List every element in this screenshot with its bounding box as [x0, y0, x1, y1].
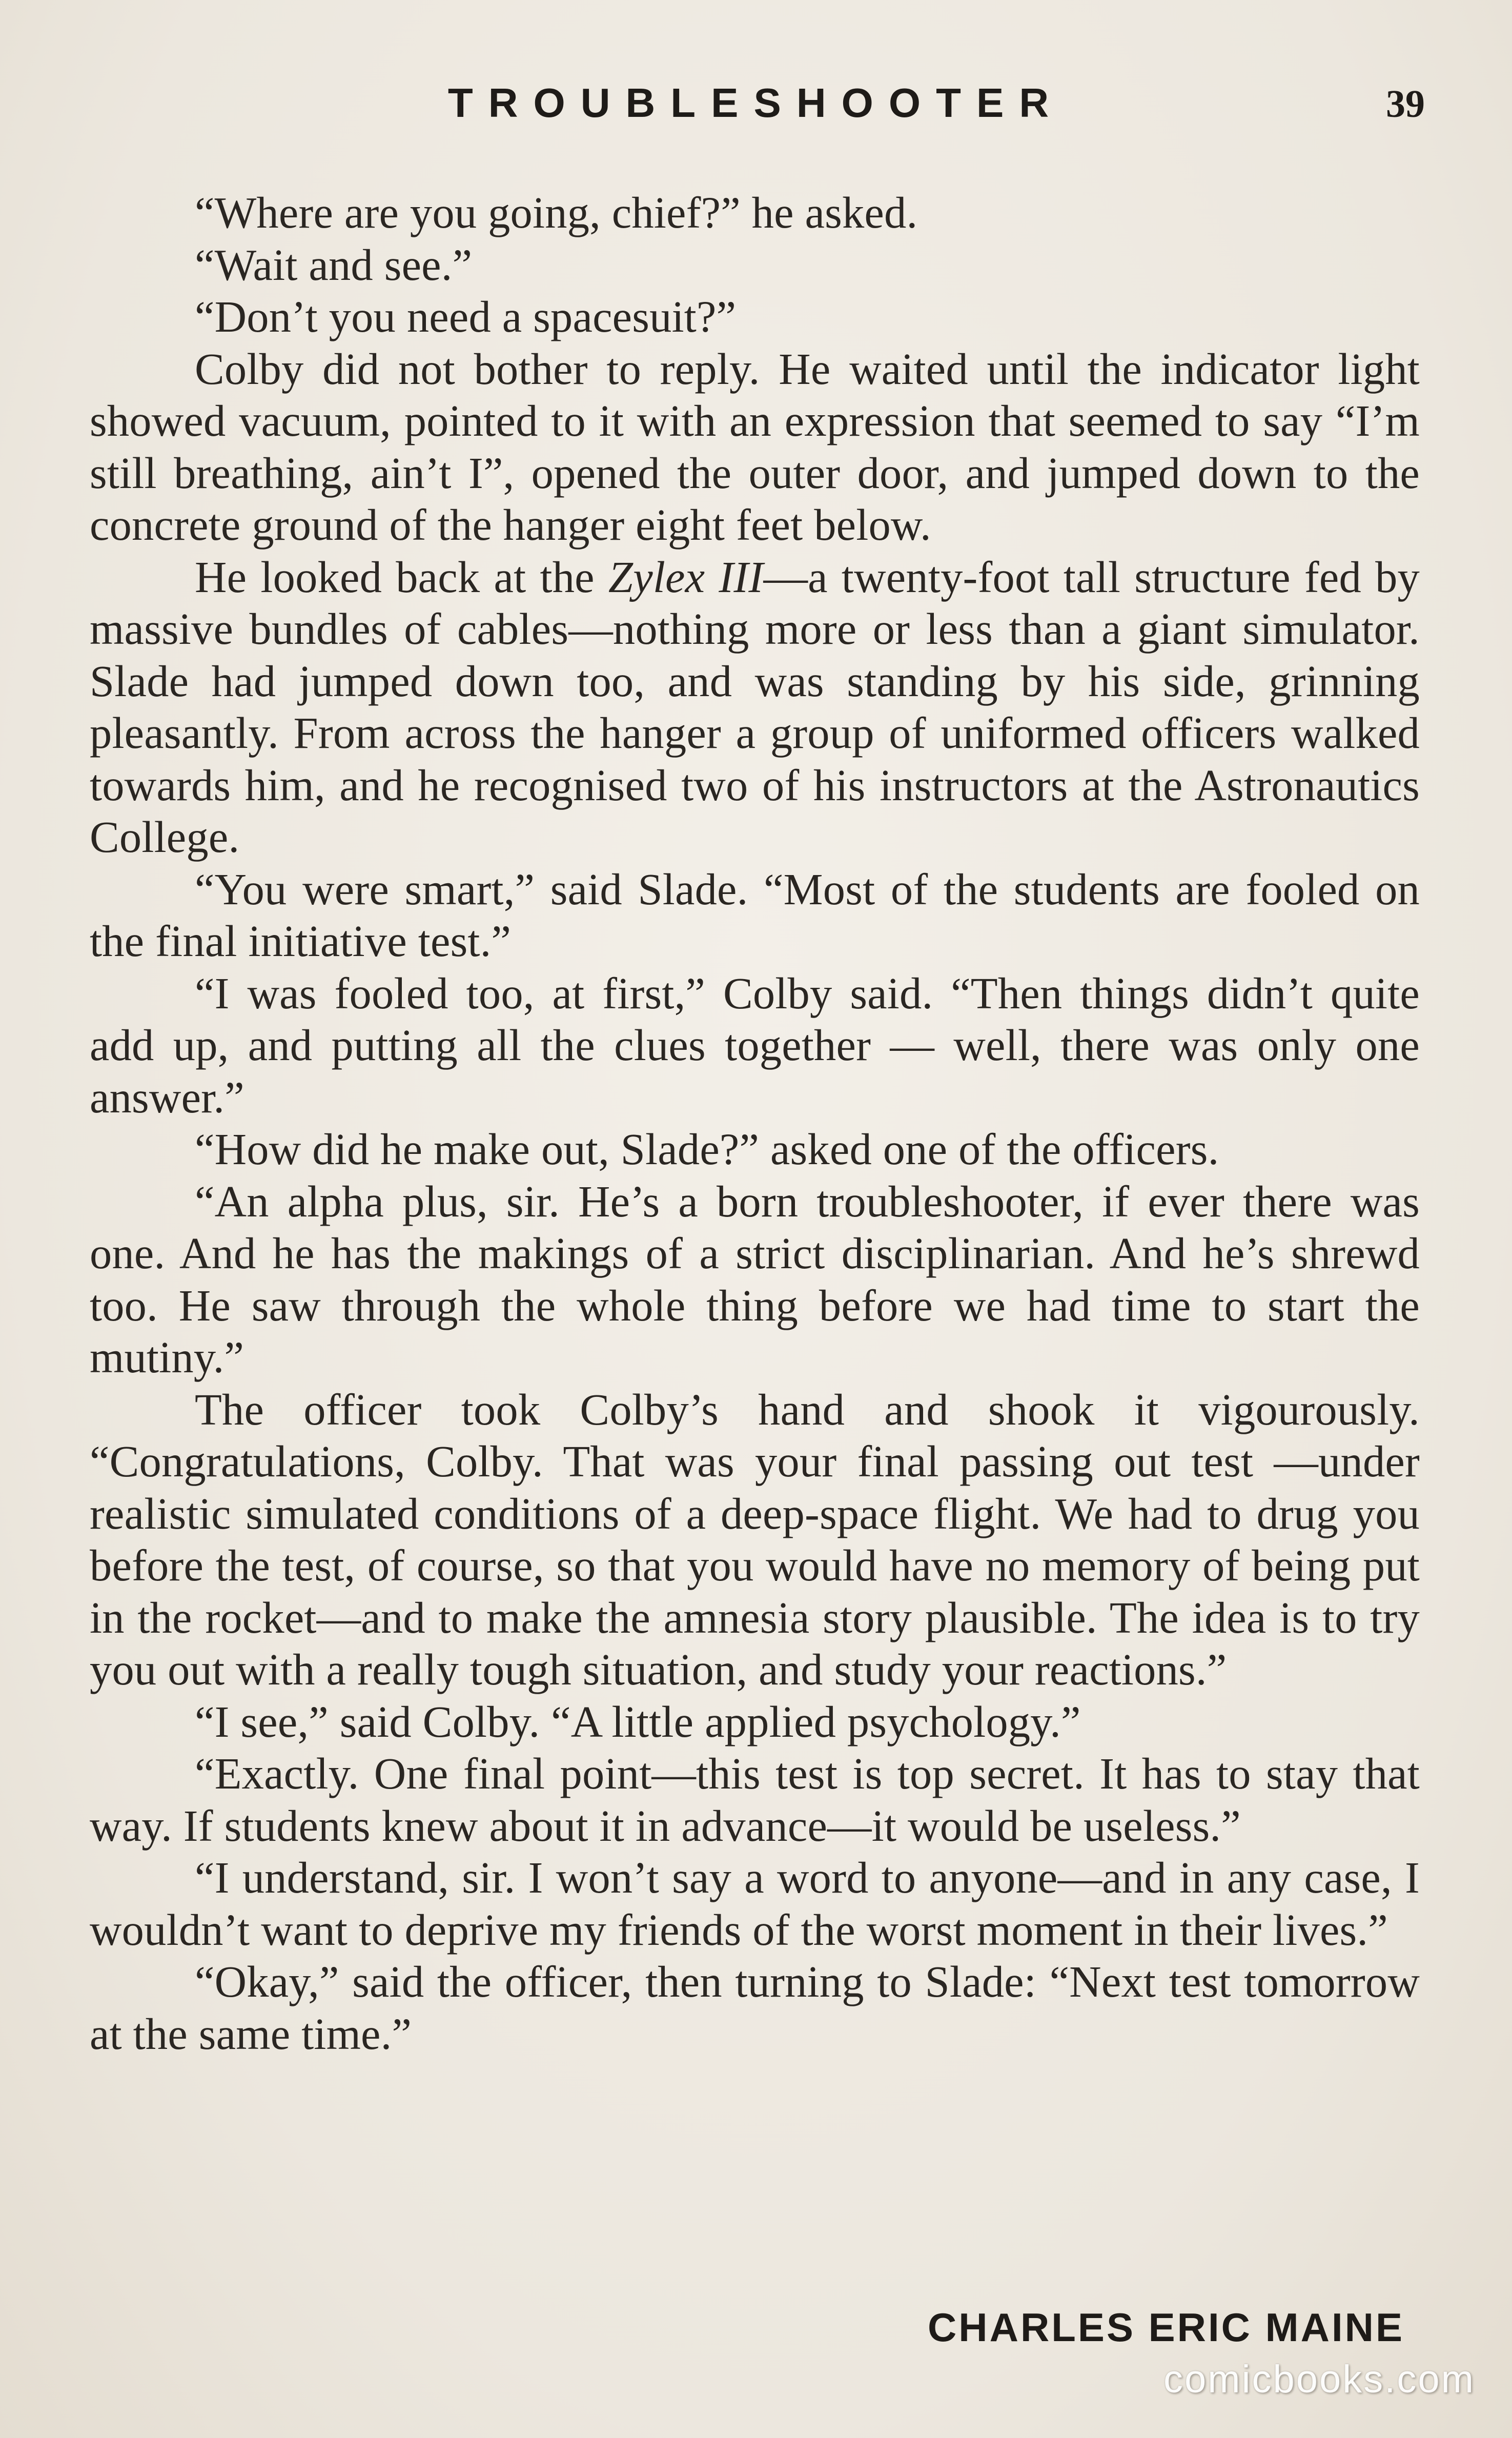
paragraph-text: He looked back at the [195, 552, 608, 602]
watermark: comicbooks.com [1163, 2358, 1475, 2401]
paragraph: “I was fooled too, at first,” Colby said. “Then things didn’t quite add up, and putting all the clues together — well, there was only one answer.” [90, 968, 1420, 1122]
paragraph: “Okay,” said the officer, then turning to Slade: “Next test tomorrow at the same time.” [90, 1957, 1420, 2059]
ship-name: Zylex III [608, 552, 764, 602]
paragraph: The officer took Colby’s hand and shook it vigourously. “Congratulations, Colby. That was your final passing out test —under realistic simulated conditions of a deep-space flight. We had to drug you before the test, of course, so that you would have no memory of being put in the rocket—and to make the amnesia story plausible. The idea is to try you out with a really tough situation, and study your reactions.” [90, 1385, 1420, 1694]
paragraph: “An alpha plus, sir. He’s a born troubleshooter, if ever there was one. And he has the makings of a strict disciplinarian. And he’s shrewd too. He saw through the whole thing before we had time to start the mutiny.” [90, 1176, 1420, 1382]
paragraph [90, 552, 1420, 864]
author-byline: CHARLES ERIC MAINE [927, 2305, 1404, 2350]
running-title: TROUBLESHOOTER [447, 80, 1065, 126]
paragraph: “You were smart,” said Slade. “Most of the students are fooled on the final initiative test.” [90, 864, 1420, 966]
paragraph: “How did he make out, Slade?” asked one of the officers. [195, 1125, 1219, 1174]
page-number: 39 [1386, 83, 1425, 126]
paragraph: Colby did not bother to reply. He waited until the indicator light showed vacuum, pointed to it with an expression that seemed to say “I’m still breathing, ain’t I”, opened the outer door, and jumped down to the concrete ground of the hanger eight feet below. [90, 344, 1420, 550]
paragraph: “Wait and see.” [195, 240, 473, 290]
paragraph: “Don’t you need a spacesuit?” [195, 292, 737, 341]
paragraph: “Where are you going, chief?” he asked. [195, 188, 918, 237]
paragraph: “Exactly. One final point—this test is top secret. It has to stay that way. If students knew about it in advance—it would be useless.” [90, 1749, 1420, 1851]
paragraph: “I understand, sir. I won’t say a word to anyone—and in any case, I wouldn’t want to deprive my friends of the worst moment in their lives.” [90, 1853, 1420, 1955]
paragraph: “I see,” said Colby. “A little applied psychology.” [195, 1697, 1081, 1746]
story-text [90, 187, 1420, 2060]
paragraph-text: —a twenty-foot tall structure fed by massive bundles of cables—nothing more or less than a giant simulator. Slade had jumped down too, and was standing by his side, grinning pleasantly. From across the hanger a group of uniformed officers walked towards him, and he recognised two of his instructors at the Astronautics College. [90, 552, 1420, 862]
